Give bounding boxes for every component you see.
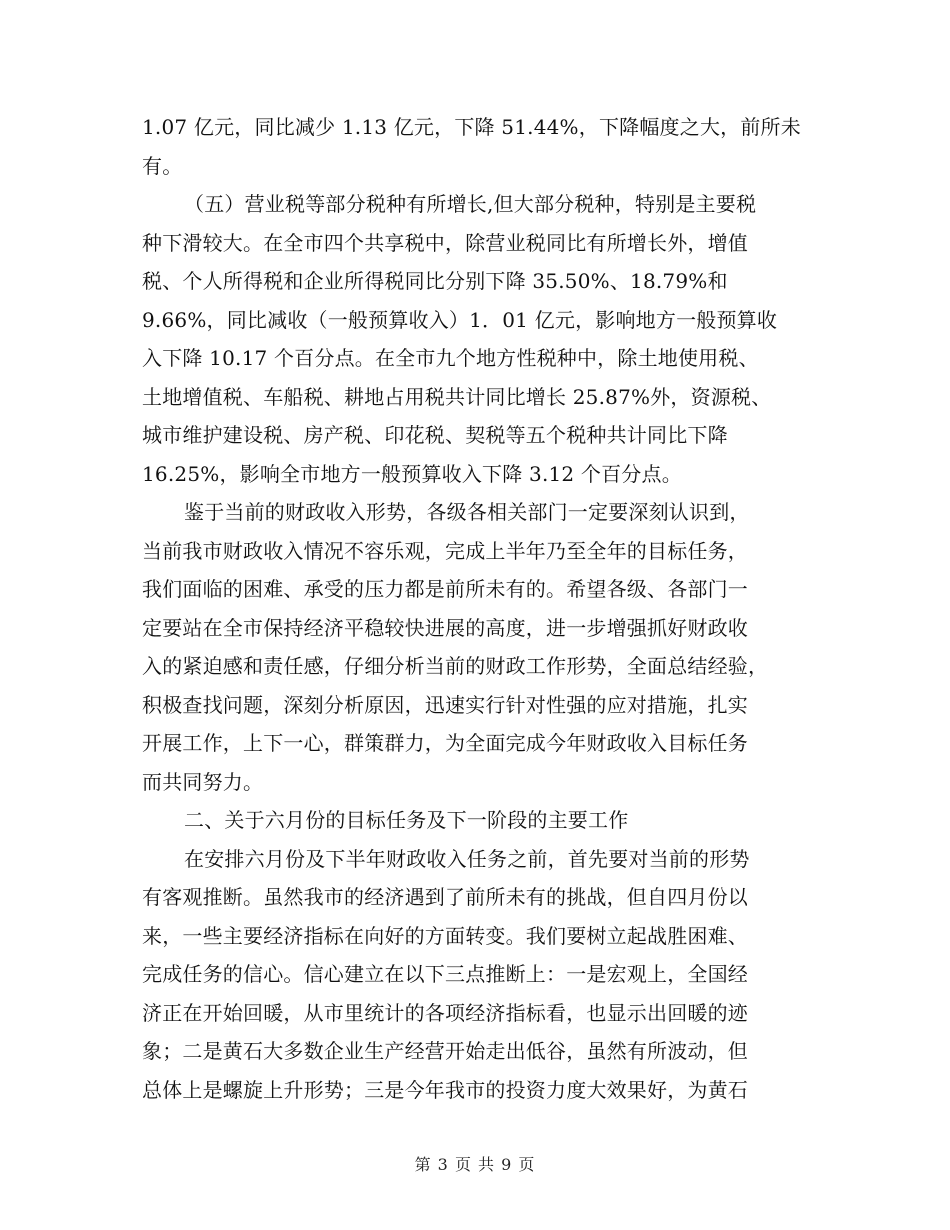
- text-line: 完成任务的信心。信心建立在以下三点推断上：一是宏观上，全国经: [142, 962, 748, 986]
- text-line: 有客观推断。虽然我市的经济遇到了前所未有的挑战，但自四月份以: [142, 885, 748, 909]
- paragraph-start: 在安排六月份及下半年财政收入任务之前，首先要对当前的形势: [184, 846, 750, 871]
- text-line: 入下降 10.17 个百分点。在全市九个地方性税种中，除土地使用税、: [142, 346, 759, 370]
- document-body: [142, 108, 812, 1109]
- text-line: 土地增值税、车船税、耕地占用税共计同比增长 25.87%外，资源税、: [142, 384, 772, 409]
- text-line: 来，一些主要经济指标在向好的方面转变。我们要树立起战胜困难、: [142, 923, 748, 948]
- section-heading-2: 二、关于六月份的目标任务及下一阶段的主要工作: [184, 808, 629, 832]
- text-line: 9.66%，同比减收（一般预算收入）1．01 亿元，影响地方一般预算收: [142, 307, 778, 332]
- page-number-footer: 第 3 页 共 9 页: [414, 1155, 536, 1174]
- text-line: 象；二是黄石大多数企业生产经营开始走出低谷，虽然有所波动，但: [142, 1039, 748, 1063]
- text-line: 当前我市财政收入情况不容乐观，完成上半年乃至全年的目标任务，: [142, 538, 748, 563]
- text-line: 有。: [142, 153, 183, 178]
- text-line: 16.25%，影响全市地方一般预算收入下降 3.12 个百分点。: [142, 461, 682, 486]
- text-line: 入的紧迫感和责任感，仔细分析当前的财政工作形势，全面总结经验，: [142, 654, 769, 678]
- text-line: 种下滑较大。在全市四个共享税中，除营业税同比有所增长外，增值: [142, 230, 748, 255]
- section-heading-5: （五）营业税等部分税种有所增长,但大部分税种，特别是主要税: [184, 192, 757, 216]
- text-line: 定要站在全市保持经济平稳较快进展的高度，进一步增强抓好财政收: [142, 615, 748, 640]
- text-line: 我们面临的困难、承受的压力都是前所未有的。希望各级、各部门一: [142, 577, 748, 601]
- text-line: 济正在开始回暖，从市里统计的各项经济指标看，也显示出回暖的迹: [142, 1000, 748, 1025]
- text-line: 总体上是螺旋上升形势；三是今年我市的投资力度大效果好，为黄石: [142, 1077, 748, 1102]
- paragraph-start: 鉴于当前的财政收入形势，各级各相关部门一定要深刻认识到，: [184, 500, 750, 524]
- text-line: 开展工作，上下一心，群策群力，为全面完成今年财政收入目标任务: [142, 731, 748, 755]
- text-line: 城市维护建设税、房产税、印花税、契税等五个税种共计同比下降: [142, 423, 728, 447]
- text-line: 而共同努力。: [142, 769, 264, 794]
- text-line: 1.07 亿元，同比减少 1.13 亿元，下降 51.44%，下降幅度之大，前所未: [142, 115, 801, 139]
- text-line: 积极查找问题，深刻分析原因，迅速实行针对性强的应对措施，扎实: [142, 692, 748, 717]
- text-line: 税、个人所得税和企业所得税同比分别下降 35.50%、18.79%和: [142, 269, 728, 293]
